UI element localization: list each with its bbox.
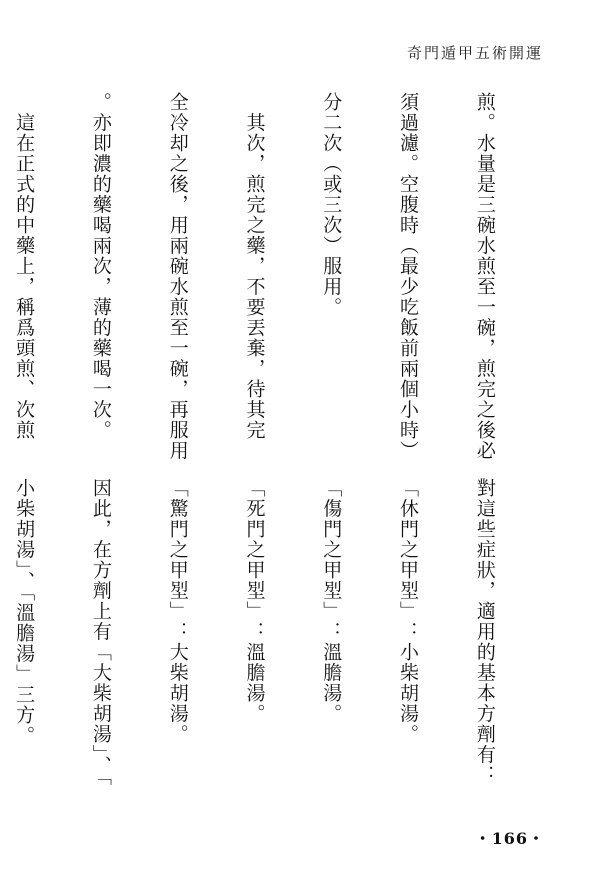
text-line: 小柴胡湯」、「溫膽湯」三方。 — [13, 478, 36, 746]
text-line: 這在正式的中藥上，稱爲頭煎、次煎 — [13, 92, 36, 441]
text-line: 「休門之甲𡋾」：小柴胡湯。 — [397, 478, 420, 745]
text-line: 「驚門之甲𡋾」：大柴胡湯。 — [166, 478, 189, 745]
page-number: ・166・ — [474, 829, 545, 848]
text-line: 全冷却之後，用兩碗水煎至一碗，再服用 — [166, 92, 189, 461]
bottom-text-block — [13, 478, 548, 828]
text-line: 。亦即濃的藥喝兩次，薄的藥喝一次。 — [89, 92, 112, 441]
text-line: 其次，煎完之藥，不要丟棄，待其完 — [243, 92, 266, 441]
text-line: 對這些症狀，適用的基本方劑有： — [473, 478, 496, 786]
running-header: 奇門遁甲五術開運 — [406, 44, 543, 62]
text-line: 須過濾。空腹時（最少吃飯前兩個小時） — [397, 92, 420, 461]
text-line: 分二次（或三次）服用。 — [320, 92, 343, 318]
text-line: 「傷門之甲𡋾」：溫膽湯。 — [320, 478, 343, 724]
text-line: 煎。水量是三碗水煎至一碗，煎完之後必 — [473, 92, 496, 461]
text-line: 因此，在方劑上有「大柴胡湯」、「 — [89, 478, 112, 787]
top-text-block — [13, 92, 548, 461]
text-line: 「死門之甲𡋾」：溫膽湯。 — [243, 478, 266, 724]
